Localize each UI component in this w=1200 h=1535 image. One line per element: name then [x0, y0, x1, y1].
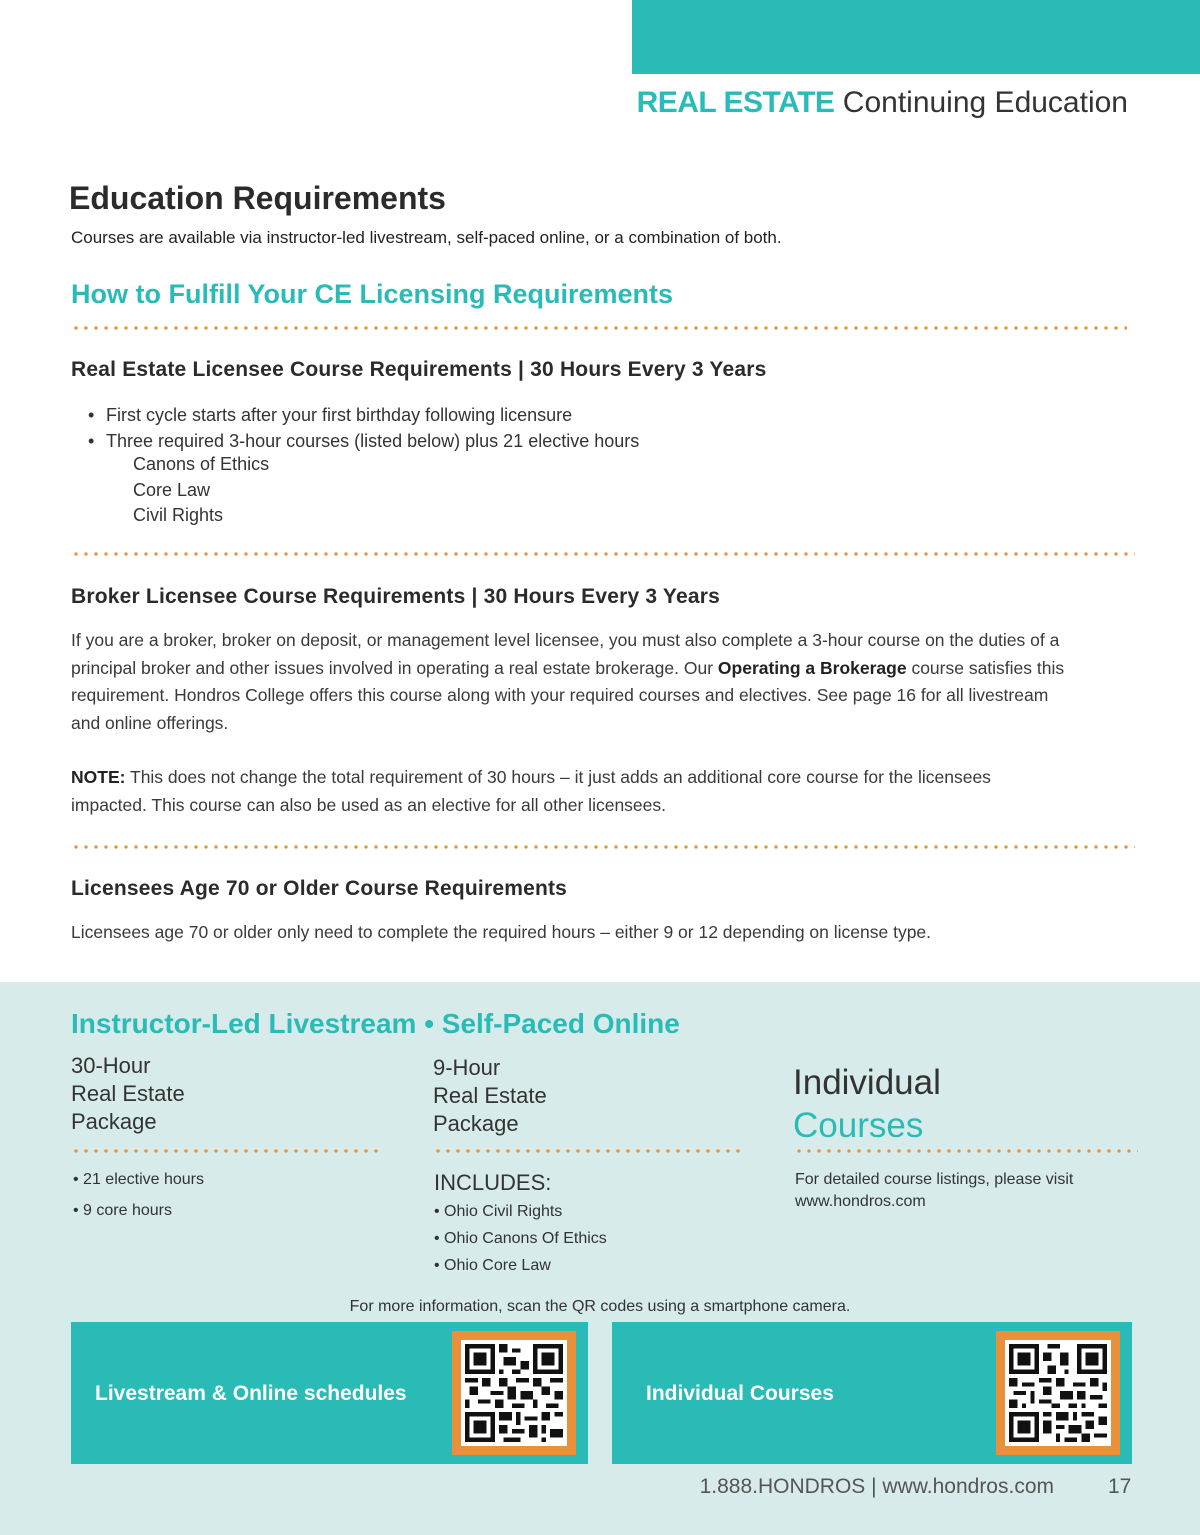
qr-code-graphic — [461, 1340, 567, 1446]
qr-card-individual-courses[interactable] — [612, 1322, 1132, 1464]
course-item: Core Law — [133, 479, 211, 500]
broker-heading: Broker Licensee Course Requirements | 30 Hours Every 3 Years — [71, 585, 720, 608]
realestate-heading: Real Estate Licensee Course Requirements | 30 Hours Every 3 Years — [71, 358, 767, 381]
panel-heading: Instructor-Led Livestream • Self-Paced Online — [71, 1008, 680, 1039]
package-30-title — [71, 1052, 185, 1136]
broker-text: If you are a broker, broker on deposit, or management level licensee, you must also complete a 3-hour course on the duties of a principal broker and other issues involved in operating a real estate brokerage. Our — [71, 630, 1060, 678]
package-9-items — [434, 1198, 607, 1279]
qr-card-label: Livestream & Online schedules — [95, 1382, 407, 1405]
header-title — [637, 86, 1128, 120]
individual-title-line: Individual — [793, 1063, 941, 1102]
package-title-line: Real Estate — [71, 1081, 185, 1106]
older-heading: Licensees Age 70 or Older Course Requirements — [71, 877, 568, 900]
required-courses — [133, 452, 269, 529]
broker-paragraph — [71, 627, 1071, 737]
list-item: • Three required 3-hour courses (listed below) plus 21 elective hours — [88, 428, 639, 454]
list-item: • Ohio Core Law — [434, 1252, 607, 1279]
footer-contact: 1.888.HONDROS | www.hondros.com — [699, 1475, 1054, 1498]
list-item: • Ohio Civil Rights — [434, 1198, 607, 1225]
list-item: • Ohio Canons Of Ethics — [434, 1225, 607, 1252]
list-item: • First cycle starts after your first birthday following licensure — [88, 402, 639, 428]
qr-instructions: For more information, scan the QR codes using a smartphone camera. — [349, 1298, 851, 1315]
page-number: 17 — [1108, 1475, 1132, 1498]
package-30-items — [73, 1166, 204, 1224]
header-accent-bar — [632, 0, 1200, 74]
course-item: Canons of Ethics — [133, 454, 270, 474]
header-title-rest: Continuing Education — [842, 86, 1128, 119]
page-subtitle: Courses are available via instructor-led livestream, self-paced online, or a combination of both. — [71, 228, 782, 247]
dotted-divider — [71, 326, 1127, 330]
header-title-accent: REAL ESTATE — [636, 86, 835, 119]
package-9-title — [433, 1054, 547, 1138]
package-title-line: Real Estate — [433, 1083, 547, 1108]
qr-code-icon[interactable] — [452, 1331, 576, 1455]
includes-label: INCLUDES: — [434, 1170, 552, 1195]
section-heading: How to Fulfill Your CE Licensing Requirements — [71, 279, 674, 309]
package-title-line: Package — [71, 1109, 157, 1134]
list-item: • 9 core hours — [73, 1197, 204, 1224]
dotted-divider — [71, 845, 1135, 849]
dotted-divider — [433, 1149, 741, 1153]
broker-note — [71, 764, 1051, 819]
realestate-bullets — [88, 402, 639, 454]
package-title-line: 30-Hour — [71, 1053, 151, 1078]
page-title: Education Requirements — [69, 180, 446, 216]
qr-card-schedules[interactable] — [71, 1322, 588, 1464]
course-item: Civil Rights — [133, 505, 224, 525]
qr-code-icon[interactable] — [996, 1331, 1120, 1455]
dotted-divider — [71, 1149, 379, 1153]
dotted-divider — [71, 552, 1135, 556]
qr-card-label: Individual Courses — [646, 1382, 834, 1405]
package-title-line: Package — [433, 1111, 519, 1136]
dotted-divider — [794, 1149, 1138, 1153]
course-name-bold: Operating a Brokerage — [717, 657, 907, 678]
broker-text: course satisfies this requirement. Hondros College offers this course along with your required courses and electives. See page 16 for all livestream and online offerings. — [71, 657, 1065, 733]
qr-code-graphic — [1005, 1340, 1111, 1446]
individual-note: For detailed course listings, please visit www.hondros.com — [795, 1171, 1074, 1210]
package-title-line: 9-Hour — [433, 1055, 501, 1080]
note-text: This does not change the total requirement of 30 hours – it just adds an additional core course for the licensees impacted. This course can also be used as an elective for all other licensees. — [71, 767, 991, 815]
list-item: • 21 elective hours — [73, 1166, 204, 1193]
individual-title-line: Courses — [793, 1106, 924, 1145]
older-text: Licensees age 70 or older only need to complete the required hours – either 9 or 12 depending on license type. — [71, 922, 932, 942]
note-label: NOTE: — [71, 767, 126, 787]
individual-courses-title — [793, 1061, 941, 1147]
